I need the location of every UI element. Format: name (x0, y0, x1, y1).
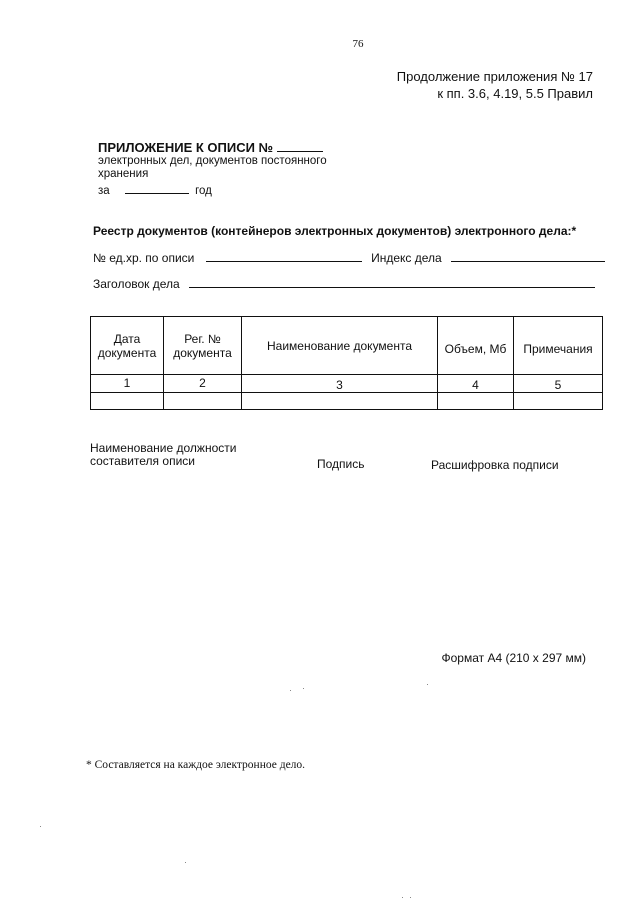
column-number: 1 (91, 375, 164, 393)
header-volume (438, 317, 514, 375)
footnote: * Составляется на каждое электронное дело. (86, 759, 306, 771)
appendix-title-text: ПРИЛОЖЕНИЕ К ОПИСИ № (98, 140, 274, 155)
header-name-line-1: Наименование документа (266, 338, 413, 353)
header-document-name (242, 317, 438, 375)
column-number: 2 (164, 375, 242, 393)
header-notes (514, 317, 603, 375)
format-note: Формат А4 (210 х 297 мм) (441, 651, 586, 665)
column-number: 5 (514, 375, 603, 393)
documents-table (90, 316, 603, 410)
compiler-position-line-1: Наименование должности (90, 441, 237, 455)
scan-speck (402, 897, 403, 898)
scan-speck (40, 826, 41, 827)
case-title-row (93, 276, 595, 291)
year-prefix: за (98, 185, 110, 197)
appendix-year-line (98, 182, 358, 198)
column-number: 3 (242, 375, 438, 393)
table-number-row (91, 375, 603, 393)
appendix-title (98, 140, 323, 155)
header-date-line-2: документа (97, 345, 157, 360)
case-index-blank (451, 250, 605, 262)
inventory-number-blank (277, 140, 323, 152)
header-reg-line-1: Рег. № (184, 331, 221, 346)
page-number: 76 (352, 38, 364, 50)
table-cell (91, 393, 164, 410)
year-suffix: год (195, 185, 212, 197)
continuation-line-1: Продолжение приложения № 17 (396, 69, 593, 84)
table-cell (438, 393, 514, 410)
header-reg-line-2: документа (173, 345, 232, 360)
unit-number-blank (206, 250, 362, 262)
appendix-subtitle-line-2: хранения (98, 168, 149, 180)
registry-heading: Реестр документов (контейнеров электронных документов) электронного дела:* (93, 224, 577, 238)
header-volume-line-1: Объем, Мб (444, 341, 507, 356)
header-date-line-1: Дата (113, 331, 141, 346)
year-blank (125, 182, 189, 194)
table-row (91, 393, 603, 410)
scan-speck (290, 690, 291, 691)
table-cell (242, 393, 438, 410)
header-document-date (91, 317, 164, 375)
compiler-position-line-2: составителя описи (90, 454, 195, 468)
table-cell (514, 393, 603, 410)
appendix-continuation-header (397, 68, 593, 102)
header-notes-line-1: Примечания (523, 341, 593, 356)
case-title-label: Заголовок дела (93, 277, 180, 291)
appendix-subtitle (98, 155, 358, 198)
compiler-position-label (90, 442, 236, 468)
scan-speck (185, 862, 186, 863)
table-cell (164, 393, 242, 410)
case-title-blank (189, 276, 595, 288)
unit-number-label: № ед.хр. по описи (93, 251, 195, 265)
column-number: 4 (438, 375, 514, 393)
scan-speck (427, 684, 428, 685)
scan-speck (303, 688, 304, 689)
table-header-row (91, 317, 603, 375)
continuation-line-2: к пп. 3.6, 4.19, 5.5 Правил (437, 86, 593, 101)
unit-index-row (93, 250, 605, 265)
case-index-label: Индекс дела (371, 251, 442, 265)
signature-decode-label: Расшифровка подписи (431, 458, 559, 472)
scan-speck (410, 897, 411, 898)
appendix-subtitle-line-1: электронных дел, документов постоянного (98, 155, 327, 167)
header-registration-number (164, 317, 242, 375)
signature-label: Подпись (317, 457, 365, 471)
